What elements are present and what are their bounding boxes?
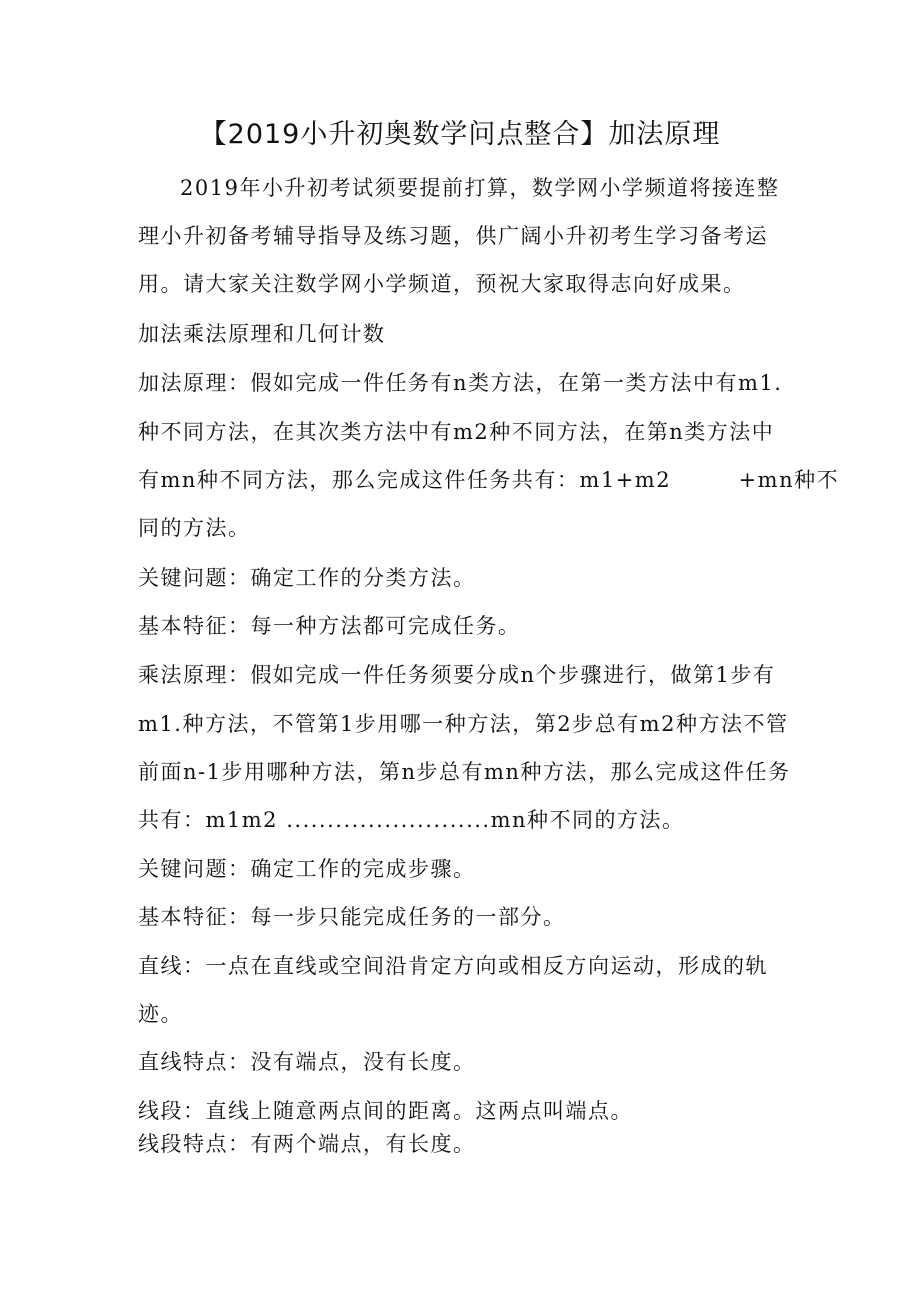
- paragraph-line: 迹。: [138, 1002, 183, 1026]
- paragraph-line: 共有：m1m2 .........................mn种不同的方法。: [138, 808, 685, 832]
- paragraph-line: 种不同方法，在其次类方法中有m2种不同方法，在第n类方法中: [138, 420, 775, 444]
- paragraph-line: 基本特征：每一步只能完成任务的一部分。: [138, 905, 566, 929]
- section-heading: 加法乘法原理和几何计数: [138, 322, 386, 346]
- paragraph-line: 前面n-1步用哪种方法，第n步总有mn种方法，那么完成这件任务: [138, 760, 791, 784]
- paragraph-line: 关键问题：确定工作的完成步骤。: [138, 857, 476, 881]
- paragraph-line: 乘法原理：假如完成一件任务须要分成n个步骤进行，做第1步有: [138, 663, 776, 687]
- paragraph-line: 用。请大家关注数学网小学频道，预祝大家取得志向好成果。: [138, 272, 746, 296]
- paragraph-line: 线段：直线上随意两点间的距离。这两点叫端点。: [138, 1099, 633, 1123]
- paragraph-line: 同的方法。: [138, 516, 251, 540]
- paragraph-line: 直线：一点在直线或空间沿肯定方向或相反方向运动，形成的轨: [138, 954, 768, 978]
- document-title: 【2019小升初奥数学问点整合】加法原理: [199, 119, 721, 150]
- paragraph-line: m1.种方法，不管第1步用哪一种方法，第2步总有m2种方法不管: [138, 712, 789, 736]
- paragraph-line: 加法原理：假如完成一件任务有n类方法，在第一类方法中有m1.: [138, 371, 783, 395]
- paragraph-line: 有mn种不同方法，那么完成这件任务共有：m1+m2 +mn种不: [138, 468, 840, 492]
- paragraph-line: 基本特征：每一种方法都可完成任务。: [138, 614, 521, 638]
- paragraph-line: 线段特点：有两个端点，有长度。: [138, 1132, 476, 1156]
- paragraph-line: 理小升初备考辅导指导及练习题，供广阔小升初考生学习备考运: [138, 224, 768, 248]
- paragraph-line: 2019年小升初考试须要提前打算，数学网小学频道将接连整: [180, 176, 780, 200]
- paragraph-line: 直线特点：没有端点，没有长度。: [138, 1050, 476, 1074]
- paragraph-line: 关键问题：确定工作的分类方法。: [138, 566, 476, 590]
